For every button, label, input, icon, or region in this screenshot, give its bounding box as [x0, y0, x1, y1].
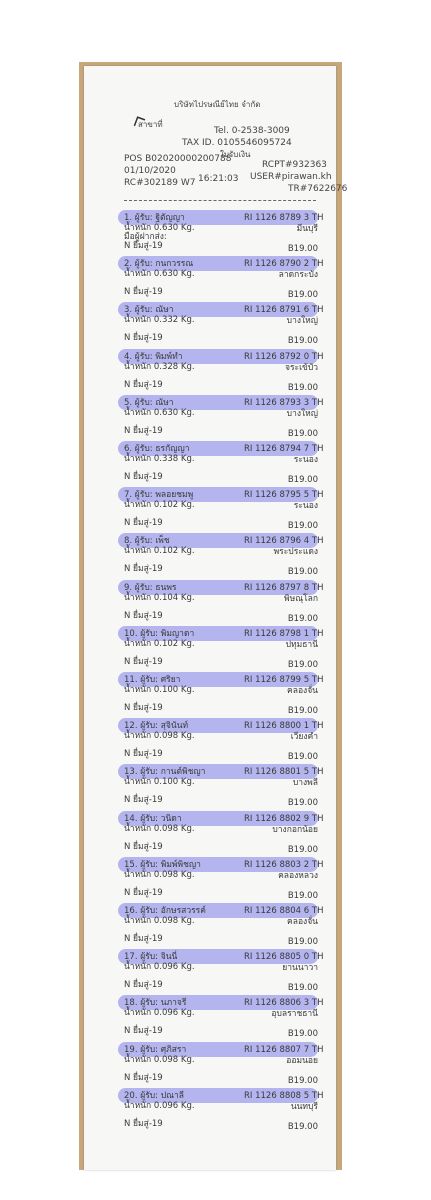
item-weight: น้ำหนัก 0.098 Kg. — [124, 916, 195, 926]
item-weight: น้ำหนัก 0.098 Kg. — [124, 823, 195, 834]
sender-note: มือผู้ฝากส่ง: — [124, 232, 167, 242]
list-item — [84, 533, 336, 579]
list-item — [84, 210, 336, 256]
recipient-name: 15. ผู้รับ: พิมพ์พิชญา — [124, 859, 201, 870]
recipient-name: 4. ผู้รับ: พิมพ์ทำ — [124, 351, 183, 362]
tracking-code: RI 1126 8808 5 TH — [244, 1090, 324, 1101]
list-item — [84, 302, 336, 348]
list-item — [84, 764, 336, 810]
recipient-name: 20. ผู้รับ: ปณาลี — [124, 1090, 184, 1101]
item-weight: น้ำหนัก 0.102 Kg. — [124, 638, 195, 649]
destination: บางพลี — [292, 778, 318, 789]
recipient-name: 2. ผู้รับ: กนกวรรณ — [124, 259, 194, 270]
item-price: B19.00 — [287, 1121, 318, 1132]
receipt — [84, 66, 348, 1170]
destination: พระประแดง — [273, 547, 318, 558]
recipient-name: 17. ผู้รับ: จินนี่ — [124, 952, 178, 963]
service-code: N ยื่มสู่-19 — [124, 610, 163, 621]
item-price: B19.00 — [287, 890, 318, 901]
recipient-name: 8. ผู้รับ: เพ็ช — [124, 536, 170, 547]
tracking-code: RI 1126 8793 3 TH — [244, 397, 324, 408]
list-item — [84, 349, 336, 395]
list-item — [84, 949, 336, 995]
list-item — [84, 718, 336, 764]
service-code: N ยื่มสู่-19 — [124, 518, 163, 529]
list-item — [84, 487, 336, 533]
tracking-code: RI 1126 8790 2 TH — [244, 259, 324, 270]
destination: บางใหญ่ — [286, 316, 318, 327]
item-price: B19.00 — [287, 844, 318, 855]
item-price: B19.00 — [287, 983, 318, 994]
item-price: B19.00 — [287, 706, 318, 716]
list-item — [84, 1042, 336, 1088]
tracking-code: RI 1126 8802 9 TH — [244, 813, 324, 824]
list-item — [84, 1088, 336, 1134]
list-item — [84, 626, 336, 672]
service-code: N ยื่มสู่-19 — [124, 1026, 163, 1037]
recipient-name: 16. ผู้รับ: อักษรสวรรค์ — [124, 906, 206, 916]
tracking-code: RI 1126 8791 6 TH — [244, 305, 324, 316]
service-code: N ยื่มสู่-19 — [124, 1072, 163, 1083]
destination: ระนอง — [293, 455, 318, 465]
tracking-code: RI 1126 8797 8 TH — [244, 582, 324, 593]
destination: ระนอง — [293, 501, 318, 512]
service-code: N ยื่มสู่-19 — [124, 795, 163, 806]
destination: ยานนาวา — [282, 963, 318, 974]
branch-label: สาขาที่ — [138, 120, 163, 129]
tracking-code: RI 1126 8799 5 TH — [244, 675, 324, 685]
destination: คลองจั่น — [287, 917, 318, 927]
list-item — [84, 256, 336, 302]
destination: อุบลราชธานี — [271, 1009, 318, 1020]
item-price: B19.00 — [287, 428, 318, 439]
destination: บางใหญ่ — [286, 408, 318, 419]
list-item — [84, 672, 336, 718]
service-code: N ยื่มสู่-19 — [124, 379, 163, 390]
item-weight: น้ำหนัก 0.096 Kg. — [124, 962, 195, 973]
item-weight: น้ำหนัก 0.100 Kg. — [124, 685, 195, 695]
item-weight: น้ำหนัก 0.332 Kg. — [124, 315, 195, 326]
item-weight: น้ำหนัก 0.630 Kg. — [124, 269, 195, 280]
destination: ออมนอย — [286, 1055, 318, 1066]
list-item — [84, 811, 336, 857]
item-price: B19.00 — [287, 798, 318, 809]
receipt-type: ใบรับเงิน — [220, 150, 251, 159]
tracking-code: RI 1126 8789 3 TH — [244, 213, 324, 223]
recipient-name: 10. ผู้รับ: พิมญาดา — [124, 628, 195, 639]
list-item — [84, 395, 336, 441]
tracking-code: RI 1126 8801 5 TH — [244, 767, 324, 778]
tracking-code: RI 1126 8795 5 TH — [244, 490, 324, 501]
destination: มีนบุรี — [296, 224, 318, 234]
rc-number: RC#302189 W7 — [124, 178, 196, 188]
list-item — [84, 903, 336, 949]
tracking-code: RI 1126 8800 1 TH — [244, 721, 324, 732]
service-code: N ยื่มสู่-19 — [124, 1118, 163, 1129]
item-price: B19.00 — [287, 290, 318, 301]
recipient-name: 19. ผู้รับ: ศุภิสรา — [124, 1044, 187, 1055]
item-weight: น้ำหนัก 0.100 Kg. — [124, 777, 195, 788]
service-code: N ยื่มสู่-19 — [124, 703, 163, 713]
destination: ปทุมธานี — [285, 639, 318, 650]
recipient-name: 13. ผู้รับ: กานต์พิชญา — [124, 767, 206, 778]
item-price: B19.00 — [287, 1029, 318, 1040]
service-code: N ยื่มสู่-19 — [124, 333, 163, 344]
tax-id: TAX ID. 0105546095724 — [182, 138, 292, 148]
service-code: N ยื่มสู่-19 — [124, 425, 163, 436]
tracking-code: RI 1126 8804 6 TH — [244, 906, 324, 916]
item-weight: น้ำหนัก 0.328 Kg. — [124, 361, 195, 372]
service-code: N ยื่มสู่-19 — [124, 241, 163, 251]
destination: คลองจั่น — [287, 686, 318, 696]
transaction-number: TR#7622676 — [288, 184, 348, 194]
tracking-code: RI 1126 8803 2 TH — [244, 859, 324, 870]
item-weight: น้ำหนัก 0.104 Kg. — [124, 592, 195, 603]
item-price: B19.00 — [287, 336, 318, 347]
service-code: N ยื่มสู่-19 — [124, 887, 163, 898]
tracking-code: RI 1126 8798 1 TH — [244, 628, 324, 639]
list-item — [84, 995, 336, 1041]
tracking-code: RI 1126 8794 7 TH — [244, 444, 324, 454]
pos-number: POS B020200002007​88 — [124, 154, 232, 164]
destination: นนทบุรี — [290, 1101, 318, 1112]
recipient-name: 6. ผู้รับ: ธรกัญญา — [124, 444, 190, 454]
receipt-time: 16:21:03 — [198, 174, 239, 184]
tracking-code: RI 1126 8806 3 TH — [244, 998, 324, 1009]
destination: พิษณุโลก — [283, 593, 318, 604]
item-weight: น้ำหนัก 0.098 Kg. — [124, 731, 195, 742]
item-price: B19.00 — [287, 937, 318, 947]
item-weight: น้ำหนัก 0.096 Kg. — [124, 1008, 195, 1019]
destination: เวียงคำ — [290, 732, 318, 743]
item-weight: น้ำหนัก 0.098 Kg. — [124, 869, 195, 880]
item-price: B19.00 — [287, 752, 318, 763]
list-item — [84, 441, 336, 487]
company-name: บริษัทไปรษณีย์ไทย จำกัด — [174, 100, 261, 109]
item-price: B19.00 — [287, 613, 318, 624]
tracking-code: RI 1126 8807 7 TH — [244, 1044, 324, 1055]
item-price: B19.00 — [287, 659, 318, 670]
service-code: N ยื่มสู่-19 — [124, 472, 163, 482]
user-id: USER#pirawan.kh — [250, 172, 332, 182]
item-price: B19.00 — [287, 1075, 318, 1086]
service-code: N ยื่มสู่-19 — [124, 287, 163, 298]
recipient-name: 5. ผู้รับ: ณัษา — [124, 397, 174, 408]
recipient-name: 7. ผู้รับ: พลอยชมพู — [124, 490, 194, 501]
service-code: N ยื่มสู่-19 — [124, 564, 163, 575]
recipient-name: 9. ผู้รับ: ธนพร — [124, 582, 177, 593]
item-weight: น้ำหนัก 0.102 Kg. — [124, 546, 195, 557]
service-code: N ยื่มสู่-19 — [124, 656, 163, 667]
service-code: N ยื่มสู่-19 — [124, 934, 163, 944]
tracking-code: RI 1126 8792 0 TH — [244, 351, 324, 362]
rcpt-number: RCPT#932363 — [262, 160, 327, 170]
list-item — [84, 580, 336, 626]
item-weight: น้ำหนัก 0.630 Kg. — [124, 407, 195, 418]
header-divider — [124, 200, 316, 201]
item-weight: น้ำหนัก 0.098 Kg. — [124, 1054, 195, 1065]
recipient-name: 14. ผู้รับ: วนิดา — [124, 813, 182, 824]
item-price: B19.00 — [287, 521, 318, 532]
telephone: Tel. 0-2538-3009 — [214, 126, 290, 136]
item-price: B19.00 — [287, 382, 318, 393]
item-weight: น้ำหนัก 0.102 Kg. — [124, 500, 195, 511]
item-price: B19.00 — [287, 567, 318, 578]
service-code: N ยื่มสู่-19 — [124, 749, 163, 760]
recipient-name: 3. ผู้รับ: ณัษา — [124, 305, 174, 316]
destination: จระเข้บัว — [285, 362, 318, 373]
recipient-name: 1. ผู้รับ: ฐิตัญญา — [124, 213, 185, 223]
service-code: N ยื่มสู่-19 — [124, 841, 163, 852]
list-item — [84, 857, 336, 903]
recipient-name: 18. ผู้รับ: นภาจรี — [124, 998, 187, 1009]
item-weight: น้ำหนัก 0.630 Kg. — [124, 223, 195, 233]
item-price: B19.00 — [287, 244, 318, 254]
destination: ลาดกระบัง — [278, 270, 318, 281]
tracking-code: RI 1126 8796 4 TH — [244, 536, 324, 547]
recipient-name: 11. ผู้รับ: ศริยา — [124, 675, 181, 685]
receipt-date: 01/10/2020 — [124, 166, 176, 176]
item-weight: น้ำหนัก 0.096 Kg. — [124, 1100, 195, 1111]
service-code: N ยื่มสู่-19 — [124, 980, 163, 991]
destination: บางกอกน้อย — [272, 824, 318, 835]
destination: คลองหลวง — [278, 870, 318, 881]
recipient-name: 12. ผู้รับ: สุจินันท์ — [124, 721, 189, 732]
item-weight: น้ำหนัก 0.338 Kg. — [124, 454, 195, 464]
tracking-code: RI 1126 8805 0 TH — [244, 952, 324, 963]
item-price: B19.00 — [287, 475, 318, 485]
